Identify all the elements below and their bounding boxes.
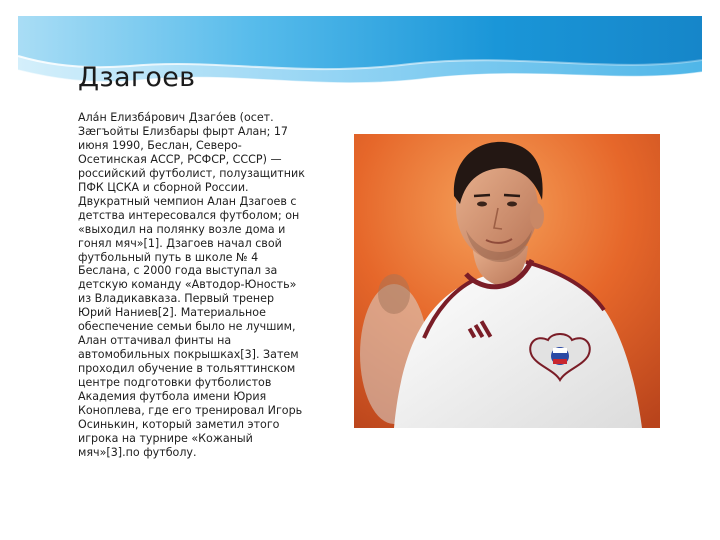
player-photo [354,134,660,428]
player-portrait [354,134,660,428]
slide-body-text: Ала́н Елизба́рович Дзаго́ев (осет. Зæгъойты Елизбары фырт Алан; 17 июня 1990, Беслан, Северо- Осетинская АССР, РСФСР, СССР) — российский футболист, полузащитник ПФК ЦСКА и сборной России. Двукратный чемпион Алан Дзагоев с детства интересовался футболом; он «выходил на полянку возле дома и гонял мяч»[1]. Дзагоев начал свой футбольный путь в школе № 4 Беслана, с 2000 года выступал за детскую команду «Автодор-Юность» из Владикавказа. Первый тренер Юрий Наниев[2]. Материальное обеспечение семьи было не лучшим, Алан оттачивал финты на автомобильных покрышках[3]. Затем проходил обучение в тольяттинском центре подготовки футболистов Академия футбола имени Юрия Коноплева, где его тренировал Игорь Осинькин, который заметил этого игрока на турнире «Кожаный мяч»[3].по футболу. [78,111,305,459]
slide-title: Дзагоев [78,62,196,93]
header-wave-decoration [0,0,720,110]
